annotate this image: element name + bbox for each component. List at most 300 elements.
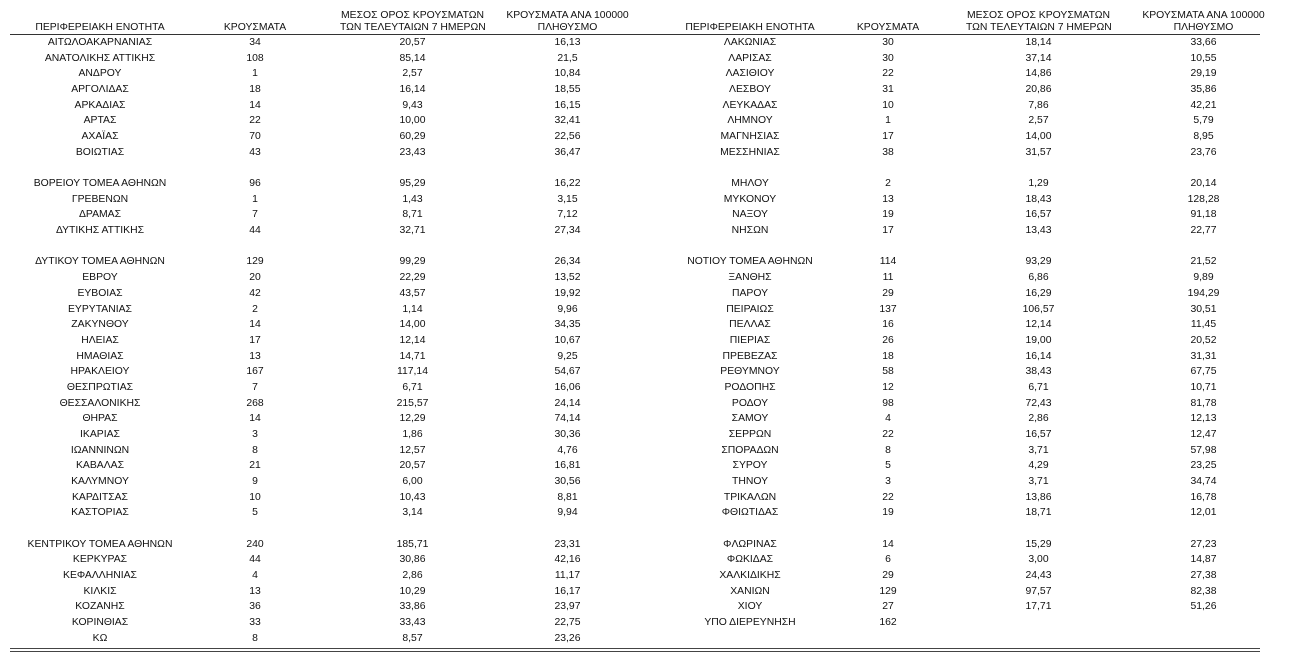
per-100k-cell: 16,13: [554, 37, 581, 48]
table-row: [10, 145, 636, 161]
header-cases: ΚΡΟΥΣΜΑΤΑ: [223, 22, 287, 33]
cases-cell: 33: [249, 617, 261, 629]
region-cell: ΚΑΡΔΙΤΣΑΣ: [72, 491, 128, 503]
cases-cell: 42: [249, 287, 261, 299]
per-100k-cell: 91,18: [1190, 209, 1217, 221]
region-cell: ΘΗΡΑΣ: [82, 413, 118, 425]
table-row: [10, 458, 636, 474]
per-100k-cell: 30,36: [554, 429, 581, 440]
avg-7-days-cell: 30,86: [399, 554, 426, 566]
cases-cell: 14: [882, 538, 894, 550]
table-row: [636, 443, 1262, 459]
per-100k-cell: 24,14: [554, 397, 581, 409]
region-cell: ΗΛΕΙΑΣ: [81, 334, 119, 346]
avg-7-days-cell: 117,14: [396, 366, 428, 378]
table-row: [636, 599, 1262, 615]
per-100k-cell: 9,89: [1193, 272, 1214, 284]
table-row: [10, 82, 636, 98]
avg-7-days-cell: 14,86: [1025, 68, 1052, 80]
region-cell: ΝΟΤΙΟΥ ΤΟΜΕΑ ΑΘΗΝΩΝ: [687, 256, 813, 268]
cases-cell: 8: [252, 632, 258, 644]
cases-cell: 70: [249, 131, 261, 143]
avg-7-days-cell: 1,14: [402, 303, 423, 315]
region-cell: ΓΡΕΒΕΝΩΝ: [71, 193, 129, 205]
per-100k-cell: 33,66: [1190, 37, 1217, 48]
per-100k-cell: 16,06: [554, 381, 581, 393]
avg-7-days-cell: 4,29: [1028, 460, 1049, 472]
avg-7-days-cell: 20,86: [1025, 84, 1052, 96]
cases-cell: 22: [882, 491, 894, 503]
cases-cell: 30: [882, 37, 894, 48]
region-cell: ΤΡΙΚΑΛΩΝ: [723, 491, 777, 503]
region-cell: ΚΟΡΙΝΘΙΑΣ: [71, 617, 129, 629]
region-cell: ΣΠΟΡΑΔΩΝ: [721, 444, 779, 456]
avg-7-days-cell: 38,43: [1025, 366, 1052, 378]
region-cell: ΑΡΤΑΣ: [83, 115, 117, 127]
table-row: [10, 286, 636, 302]
table-row: [10, 207, 636, 223]
avg-7-days-cell: 22,29: [399, 272, 426, 284]
per-100k-cell: 74,14: [554, 413, 581, 425]
table-row: [636, 505, 1262, 521]
avg-7-days-cell: 33,86: [399, 601, 426, 613]
table-row: [10, 98, 636, 114]
region-cell: ΚΑΒΑΛΑΣ: [75, 460, 125, 472]
region-cell: ΑΙΤΩΛΟΑΚΑΡΝΑΝΙΑΣ: [47, 37, 153, 48]
region-cell: ΦΩΚΙΔΑΣ: [726, 554, 774, 566]
region-cell: ΡΟΔΟΠΗΣ: [724, 381, 776, 393]
per-100k-cell: 9,25: [557, 350, 578, 362]
table-row: [10, 396, 636, 412]
table-row: [636, 66, 1262, 82]
cases-cell: 21: [249, 460, 261, 472]
cases-cell: 108: [246, 52, 264, 64]
per-100k-cell: 14,87: [1190, 554, 1217, 566]
region-cell: ΕΥΒΟΙΑΣ: [77, 287, 123, 299]
per-100k-cell: 22,77: [1190, 225, 1217, 237]
per-100k-cell: 23,76: [1190, 146, 1217, 158]
region-cell: ΚΑΣΤΟΡΙΑΣ: [71, 507, 129, 519]
cases-cell: 11: [882, 272, 894, 284]
avg-7-days-cell: 18,14: [1025, 37, 1052, 48]
header-per-100k: [1136, 10, 1271, 34]
avg-7-days-cell: 32,71: [399, 225, 426, 237]
cases-cell: 240: [246, 538, 264, 550]
per-100k-cell: 27,38: [1190, 570, 1217, 582]
region-cell: ΚΕΝΤΡΙΚΟΥ ΤΟΜΕΑ ΑΘΗΝΩΝ: [27, 538, 173, 550]
cases-cell: 129: [246, 256, 264, 268]
avg-7-days-cell: 37,14: [1025, 52, 1052, 64]
region-cell: ΔΡΑΜΑΣ: [78, 209, 122, 221]
region-cell: ΙΩΑΝΝΙΝΩΝ: [70, 444, 130, 456]
per-100k-cell: 31,31: [1190, 350, 1217, 362]
cases-cell: 3: [252, 429, 258, 440]
per-100k-cell: 54,67: [554, 366, 581, 378]
cases-cell: 1: [252, 193, 258, 205]
avg-7-days-cell: 2,57: [1028, 115, 1049, 127]
avg-7-days-cell: 14,00: [399, 319, 426, 331]
left-table-header: [10, 0, 636, 35]
cases-cell: 7: [252, 381, 258, 393]
cases-cell: 30: [882, 52, 894, 64]
region-cell: ΛΑΡΙΣΑΣ: [728, 52, 772, 64]
header-per100k-line1: ΚΡΟΥΣΜΑΤΑ ΑΝΑ 100000: [1142, 10, 1265, 21]
region-cell: ΧΑΛΚΙΔΙΚΗΣ: [719, 570, 781, 582]
table-row: [10, 51, 636, 67]
cases-cell: 10: [882, 99, 894, 111]
table-row: [636, 302, 1262, 318]
avg-7-days-cell: 85,14: [399, 52, 426, 64]
region-cell: ΤΗΝΟΥ: [731, 476, 769, 488]
header-avg-line2: ΤΩΝ ΤΕΛΕΥΤΑΙΩΝ 7 ΗΜΕΡΩΝ: [966, 22, 1112, 33]
avg-7-days-cell: 72,43: [1025, 397, 1052, 409]
group-spacer: [10, 239, 636, 255]
table-row: [636, 176, 1262, 192]
cases-cell: 58: [882, 366, 894, 378]
avg-7-days-cell: 12,29: [399, 413, 426, 425]
cases-cell: 96: [249, 178, 261, 190]
per-100k-cell: 11,17: [554, 570, 581, 582]
avg-7-days-cell: 6,71: [402, 381, 423, 393]
table-row: [636, 380, 1262, 396]
per-100k-cell: 4,76: [557, 444, 578, 456]
avg-7-days-cell: 13,86: [1025, 491, 1052, 503]
avg-7-days-cell: 6,86: [1028, 272, 1049, 284]
avg-7-days-cell: 2,86: [1028, 413, 1049, 425]
right-table-body: [636, 35, 1262, 631]
avg-7-days-cell: 17,71: [1025, 601, 1052, 613]
region-cell: ΕΥΡΥΤΑΝΙΑΣ: [68, 303, 132, 315]
cases-cell: 44: [249, 554, 261, 566]
per-100k-cell: 10,84: [554, 68, 581, 80]
avg-7-days-cell: 3,00: [1028, 554, 1049, 566]
table-row: [636, 207, 1262, 223]
header-avg-7-days: [340, 10, 485, 34]
avg-7-days-cell: 1,86: [402, 429, 423, 440]
per-100k-cell: 10,55: [1190, 52, 1217, 64]
avg-7-days-cell: 18,43: [1025, 193, 1052, 205]
cases-cell: 22: [882, 68, 894, 80]
region-cell: ΚΟΖΑΝΗΣ: [75, 601, 125, 613]
group-spacer: [10, 161, 636, 177]
table-row: [636, 317, 1262, 333]
cases-cell: 34: [249, 37, 261, 48]
left-table-body: [10, 35, 636, 647]
region-cell: ΜΑΓΝΗΣΙΑΣ: [720, 131, 780, 143]
table-row: [10, 599, 636, 615]
per-100k-cell: 16,15: [554, 99, 581, 111]
per-100k-cell: 35,86: [1190, 84, 1217, 96]
per-100k-cell: 9,94: [557, 507, 578, 519]
per-100k-cell: 57,98: [1190, 444, 1217, 456]
table-row: [10, 364, 636, 380]
avg-7-days-cell: 3,14: [402, 507, 423, 519]
region-cell: ΠΙΕΡΙΑΣ: [729, 334, 771, 346]
cases-cell: 18: [249, 84, 261, 96]
table-row: [10, 552, 636, 568]
cases-cell: 20: [249, 272, 261, 284]
cases-cell: 16: [882, 319, 894, 331]
per-100k-cell: 26,34: [554, 256, 581, 268]
header-avg-line2: ΤΩΝ ΤΕΛΕΥΤΑΙΩΝ 7 ΗΜΕΡΩΝ: [340, 22, 486, 33]
region-cell: ΚΙΛΚΙΣ: [83, 585, 117, 597]
table-bottom-rule: [10, 651, 1260, 652]
per-100k-cell: 20,14: [1190, 178, 1217, 190]
per-100k-cell: 29,19: [1190, 68, 1217, 80]
avg-7-days-cell: 14,71: [399, 350, 426, 362]
per-100k-cell: 8,81: [557, 491, 578, 503]
cases-cell: 17: [249, 334, 261, 346]
table-row: [10, 631, 636, 647]
cases-cell: 162: [879, 617, 897, 629]
per-100k-cell: 16,22: [554, 178, 581, 190]
table-row: [10, 223, 636, 239]
table-row: [10, 66, 636, 82]
cases-cell: 13: [249, 585, 261, 597]
avg-7-days-cell: 95,29: [399, 178, 426, 190]
table-row: [10, 615, 636, 631]
per-100k-cell: 30,56: [554, 476, 581, 488]
avg-7-days-cell: 1,29: [1028, 178, 1049, 190]
table-row: [10, 176, 636, 192]
table-row: [636, 51, 1262, 67]
region-cell: ΖΑΚΥΝΘΟΥ: [71, 319, 129, 331]
table-row: [636, 98, 1262, 114]
cases-cell: 17: [882, 225, 894, 237]
avg-7-days-cell: 31,57: [1025, 146, 1052, 158]
table-row: [636, 364, 1262, 380]
region-cell: ΑΧΑΪΑΣ: [81, 131, 119, 143]
cases-cell: 27: [882, 601, 894, 613]
per-100k-cell: 12,01: [1190, 507, 1217, 519]
avg-7-days-cell: 12,14: [399, 334, 426, 346]
header-cases: ΚΡΟΥΣΜΑΤΑ: [856, 22, 920, 33]
per-100k-cell: 23,97: [554, 601, 581, 613]
avg-7-days-cell: 13,43: [1025, 225, 1052, 237]
cases-cell: 10: [249, 491, 261, 503]
avg-7-days-cell: 93,29: [1025, 256, 1052, 268]
cases-cell: 36: [249, 601, 261, 613]
table-row: [636, 192, 1262, 208]
cases-cell: 38: [882, 146, 894, 158]
cases-cell: 167: [246, 366, 264, 378]
region-cell: ΜΥΚΟΝΟΥ: [723, 193, 777, 205]
region-cell: ΝΑΞΟΥ: [732, 209, 768, 221]
per-100k-cell: 67,75: [1190, 366, 1217, 378]
group-spacer: [10, 521, 636, 537]
cases-cell: 14: [249, 413, 261, 425]
cases-cell: 29: [882, 570, 894, 582]
region-cell: ΒΟΡΕΙΟΥ ΤΟΜΕΑ ΑΘΗΝΩΝ: [33, 178, 167, 190]
region-cell: ΗΜΑΘΙΑΣ: [76, 350, 124, 362]
per-100k-cell: 30,51: [1190, 303, 1217, 315]
table-row: [10, 380, 636, 396]
per-100k-cell: 27,34: [554, 225, 581, 237]
group-spacer: [636, 521, 1262, 537]
region-cell: ΚΩ: [92, 632, 108, 644]
avg-7-days-cell: 7,86: [1028, 99, 1049, 111]
avg-7-days-cell: 2,86: [402, 570, 423, 582]
table-row: [636, 396, 1262, 412]
table-row: [636, 254, 1262, 270]
cases-cell: 6: [885, 554, 891, 566]
cases-cell: 268: [246, 397, 264, 409]
per-100k-cell: 22,56: [554, 131, 581, 143]
avg-7-days-cell: 12,57: [399, 444, 426, 456]
avg-7-days-cell: 16,14: [399, 84, 426, 96]
cases-cell: 114: [879, 256, 897, 268]
per-100k-cell: 8,95: [1193, 131, 1214, 143]
region-cell: ΧΑΝΙΩΝ: [730, 585, 770, 597]
avg-7-days-cell: 97,57: [1025, 585, 1052, 597]
per-100k-cell: 13,52: [554, 272, 581, 284]
cases-cell: 12: [882, 381, 894, 393]
per-100k-cell: 36,47: [554, 146, 581, 158]
region-cell: ΣΑΜΟΥ: [731, 413, 769, 425]
avg-7-days-cell: 16,14: [1025, 350, 1052, 362]
table-row: [636, 411, 1262, 427]
region-cell: ΞΑΝΘΗΣ: [728, 272, 772, 284]
table-row: [636, 286, 1262, 302]
cases-cell: 2: [252, 303, 258, 315]
region-cell: ΛΕΣΒΟΥ: [729, 84, 771, 96]
avg-7-days-cell: 10,43: [399, 491, 426, 503]
table-row: [636, 129, 1262, 145]
table-row: [10, 254, 636, 270]
cases-cell: 3: [885, 476, 891, 488]
region-cell: ΔΥΤΙΚΗΣ ΑΤΤΙΚΗΣ: [55, 225, 145, 237]
per-100k-cell: 21,52: [1190, 256, 1217, 268]
table-row: [636, 568, 1262, 584]
table-row: [10, 537, 636, 553]
cases-cell: 2: [885, 178, 891, 190]
region-cell: ΦΛΩΡΙΝΑΣ: [723, 538, 777, 550]
table-row: [636, 427, 1262, 443]
avg-7-days-cell: 3,71: [1028, 444, 1049, 456]
per-100k-cell: 20,52: [1190, 334, 1217, 346]
per-100k-cell: 10,71: [1190, 381, 1217, 393]
avg-7-days-cell: 19,00: [1025, 334, 1052, 346]
table-row: [10, 35, 636, 51]
per-100k-cell: 7,12: [557, 209, 578, 221]
avg-7-days-cell: 24,43: [1025, 570, 1052, 582]
avg-7-days-cell: 185,71: [396, 538, 429, 550]
cases-cell: 19: [882, 507, 894, 519]
per-100k-cell: 23,26: [554, 632, 581, 644]
region-cell: ΜΕΣΣΗΝΙΑΣ: [720, 146, 780, 158]
table-row: [10, 474, 636, 490]
region-cell: ΣΕΡΡΩΝ: [728, 429, 772, 440]
region-cell: ΗΡΑΚΛΕΙΟΥ: [70, 366, 130, 378]
per-100k-cell: 10,67: [554, 334, 581, 346]
avg-7-days-cell: 20,57: [399, 37, 426, 48]
region-cell: ΥΠΟ ΔΙΕΡΕΥΝΗΣΗ: [704, 617, 796, 629]
table-row: [10, 411, 636, 427]
region-cell: ΚΕΦΑΛΛΗΝΙΑΣ: [63, 570, 137, 582]
table-row: [10, 443, 636, 459]
avg-7-days-cell: 8,71: [402, 209, 423, 221]
avg-7-days-cell: 1,43: [402, 193, 423, 205]
cases-cell: 7: [252, 209, 258, 221]
region-cell: ΠΕΙΡΑΙΩΣ: [726, 303, 774, 315]
region-cell: ΕΒΡΟΥ: [82, 272, 118, 284]
avg-7-days-cell: 8,57: [402, 632, 423, 644]
avg-7-days-cell: 215,57: [396, 397, 429, 409]
per-100k-cell: 5,79: [1193, 115, 1214, 127]
avg-7-days-cell: 20,57: [399, 460, 426, 472]
avg-7-days-cell: 3,71: [1028, 476, 1049, 488]
table-row: [10, 427, 636, 443]
avg-7-days-cell: 12,14: [1025, 319, 1052, 331]
header-per100k-line2: ΠΛΗΘΥΣΜΟ: [1173, 22, 1234, 33]
header-per-100k: [500, 10, 635, 34]
cases-table-page: [10, 0, 1265, 654]
table-row: [636, 552, 1262, 568]
per-100k-cell: 11,45: [1190, 319, 1217, 331]
avg-7-days-cell: 9,43: [402, 99, 423, 111]
region-cell: ΑΝΑΤΟΛΙΚΗΣ ΑΤΤΙΚΗΣ: [44, 52, 156, 64]
per-100k-cell: 16,17: [554, 585, 581, 597]
cases-cell: 5: [252, 507, 258, 519]
per-100k-cell: 82,38: [1190, 585, 1217, 597]
header-per100k-line2: ΠΛΗΘΥΣΜΟ: [537, 22, 598, 33]
per-100k-cell: 194,29: [1187, 287, 1220, 299]
right-table-header: [636, 0, 1265, 35]
header-per100k-line1: ΚΡΟΥΣΜΑΤΑ ΑΝΑ 100000: [506, 10, 629, 21]
table-row: [10, 349, 636, 365]
region-cell: ΣΥΡΟΥ: [732, 460, 768, 472]
cases-cell: 8: [252, 444, 258, 456]
avg-7-days-cell: 6,00: [402, 476, 423, 488]
per-100k-cell: 22,75: [554, 617, 581, 629]
per-100k-cell: 21,5: [557, 52, 578, 64]
group-spacer: [636, 161, 1262, 177]
cases-cell: 4: [252, 570, 258, 582]
right-table: [636, 0, 1265, 631]
avg-7-days-cell: 60,29: [399, 131, 426, 143]
region-cell: ΑΡΓΟΛΙΔΑΣ: [71, 84, 129, 96]
cases-cell: 22: [249, 115, 261, 127]
table-row: [10, 317, 636, 333]
table-row: [10, 490, 636, 506]
cases-cell: 26: [882, 334, 894, 346]
cases-cell: 13: [882, 193, 894, 205]
table-row: [636, 333, 1262, 349]
avg-7-days-cell: 10,00: [399, 115, 426, 127]
per-100k-cell: 32,41: [554, 115, 581, 127]
region-cell: ΛΑΣΙΘΙΟΥ: [725, 68, 775, 80]
table-row: [10, 505, 636, 521]
avg-7-days-cell: 6,71: [1028, 381, 1049, 393]
table-row: [10, 302, 636, 318]
region-cell: ΧΙΟΥ: [737, 601, 763, 613]
avg-7-days-cell: 106,57: [1022, 303, 1055, 315]
per-100k-cell: 23,31: [554, 538, 581, 550]
cases-cell: 14: [249, 319, 261, 331]
region-cell: ΔΥΤΙΚΟΥ ΤΟΜΕΑ ΑΘΗΝΩΝ: [35, 256, 165, 268]
cases-cell: 1: [252, 68, 258, 80]
table-row: [636, 113, 1262, 129]
region-cell: ΑΡΚΑΔΙΑΣ: [74, 99, 126, 111]
region-cell: ΑΝΔΡΟΥ: [78, 68, 122, 80]
table-row: [10, 333, 636, 349]
table-row: [636, 474, 1262, 490]
cases-cell: 98: [882, 397, 894, 409]
header-region: ΠΕΡΙΦΕΡΕΙΑΚΗ ΕΝΟΤΗΤΑ: [35, 22, 165, 33]
region-cell: ΠΑΡΟΥ: [731, 287, 769, 299]
region-cell: ΛΑΚΩΝΙΑΣ: [723, 37, 777, 48]
region-cell: ΚΕΡΚΥΡΑΣ: [72, 554, 128, 566]
